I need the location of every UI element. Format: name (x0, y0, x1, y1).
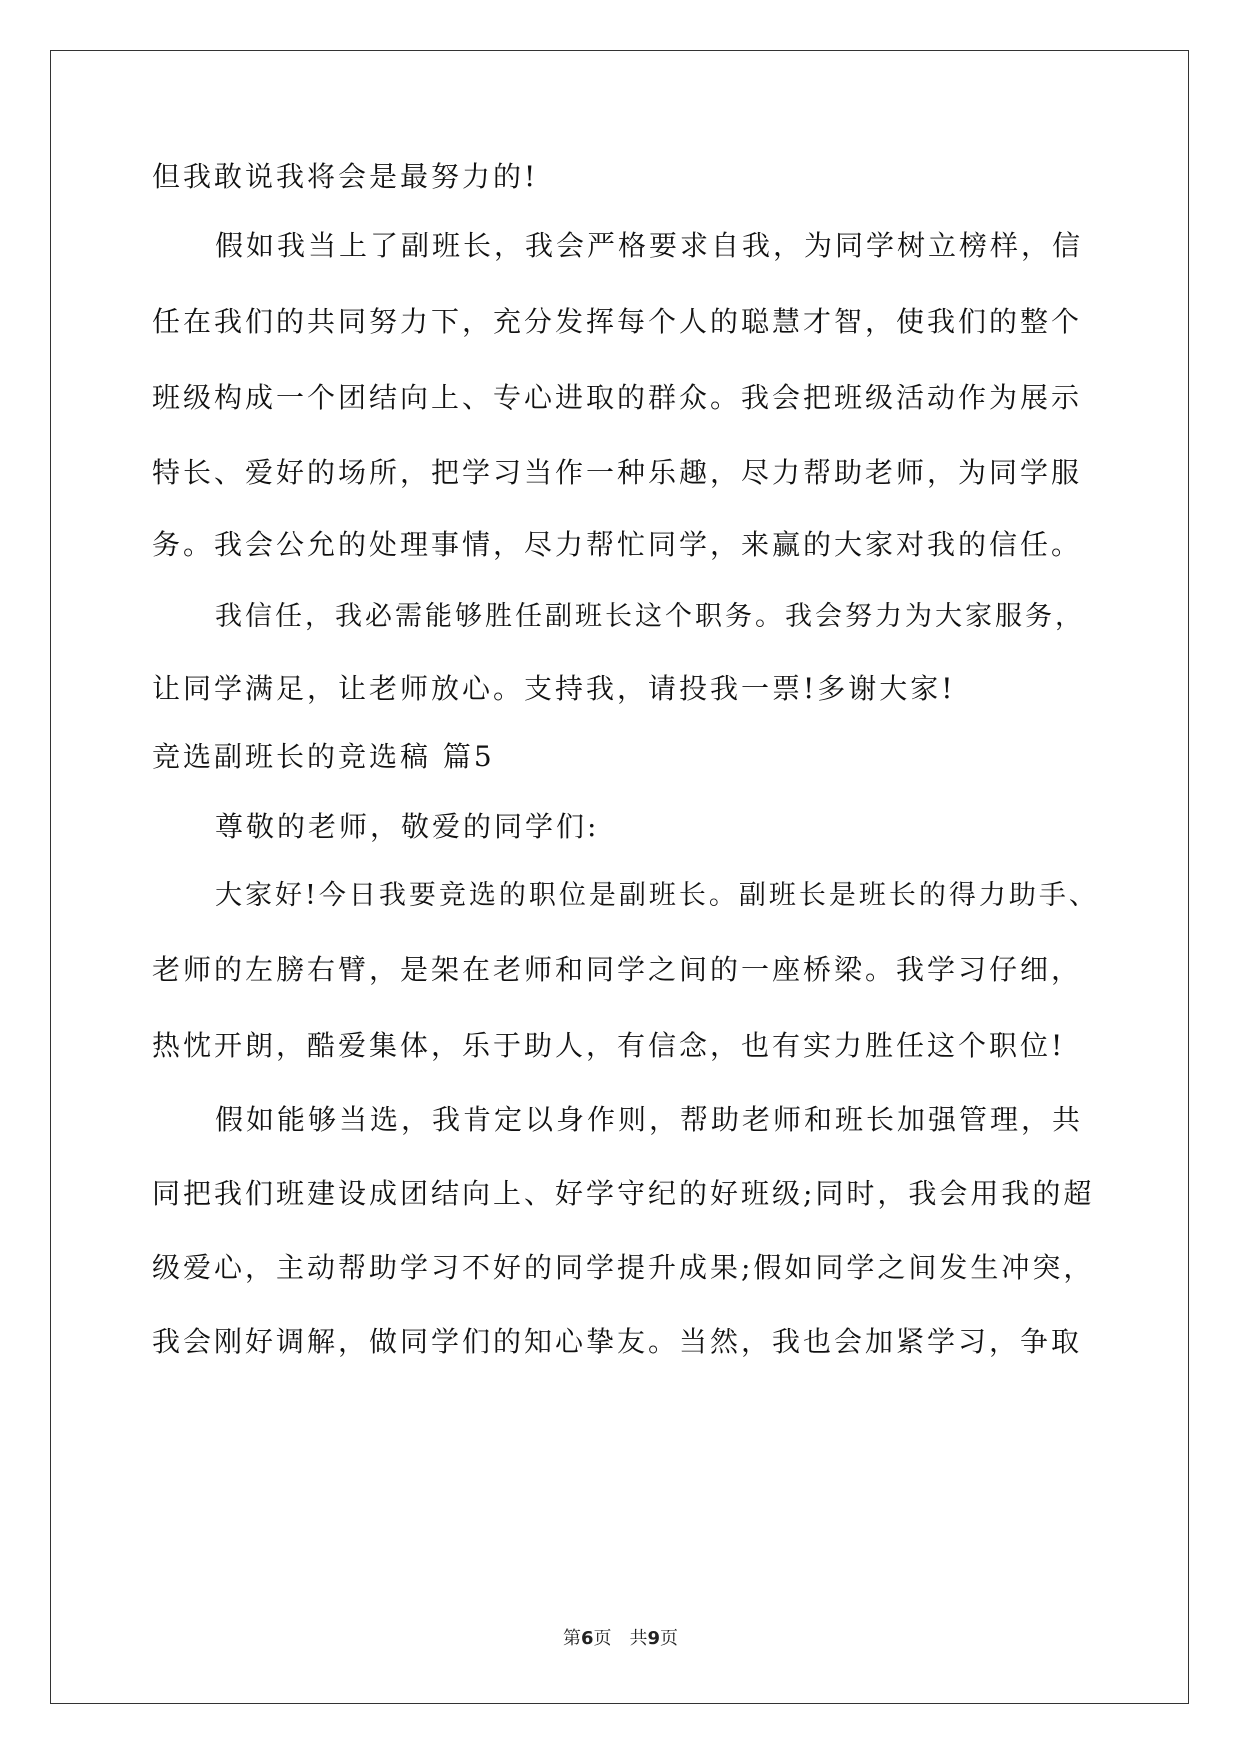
text-line-16: 级爱心，主动帮助学习不好的同学提升成果;假如同学之间发生冲突， (152, 1251, 1095, 1284)
text-line-10: 尊敬的老师，敬爱的同学们: (215, 810, 600, 843)
footer-prefix: 第 (562, 1628, 581, 1649)
text-line-12: 老师的左膀右臂，是架在老师和同学之间的一座桥梁。我学习仔细， (152, 953, 1083, 986)
text-line-7: 我信任，我必需能够胜任副班长这个职务。我会努力为大家服务， (215, 601, 1085, 632)
section-heading: 竞选副班长的竞选稿 篇5 (152, 740, 495, 773)
page-footer (0, 1627, 1241, 1651)
text-line-17: 我会刚好调解，做同学们的知心挚友。当然，我也会加紧学习，争取 (152, 1325, 1083, 1358)
text-line-3: 任在我们的共同努力下，充分发挥每个人的聪慧才智，使我们的整个 (152, 305, 1083, 338)
text-line-14: 假如能够当选，我肯定以身作则，帮助老师和班长加强管理，共 (215, 1103, 1084, 1136)
text-line-11: 大家好!今日我要竞选的职位是副班长。副班长是班长的得力助手、 (215, 880, 1099, 911)
footer-total-pages: 9 (647, 1628, 661, 1649)
text-line-5: 特长、爱好的场所，把学习当作一种乐趣，尽力帮助老师，为同学服 (152, 456, 1083, 489)
footer-middle: 页 共 (593, 1628, 648, 1649)
text-line-2: 假如我当上了副班长，我会严格要求自我，为同学树立榜样，信 (215, 229, 1084, 262)
text-line-8: 让同学满足，让老师放心。支持我，请投我一票!多谢大家! (152, 672, 956, 705)
text-line-6: 务。我会公允的处理事情，尽力帮忙同学，来赢的大家对我的信任。 (152, 528, 1083, 561)
text-line-1: 但我敢说我将会是最努力的! (152, 160, 539, 193)
footer-suffix: 页 (660, 1628, 679, 1649)
text-line-15: 同把我们班建设成团结向上、好学守纪的好班级;同时，我会用我的超 (152, 1177, 1095, 1210)
text-line-13: 热忱开朗，酷爱集体，乐于助人，有信念，也有实力胜任这个职位! (152, 1029, 1066, 1062)
footer-page-number: 6 (580, 1628, 594, 1649)
text-line-4: 班级构成一个团结向上、专心进取的群众。我会把班级活动作为展示 (152, 381, 1083, 414)
